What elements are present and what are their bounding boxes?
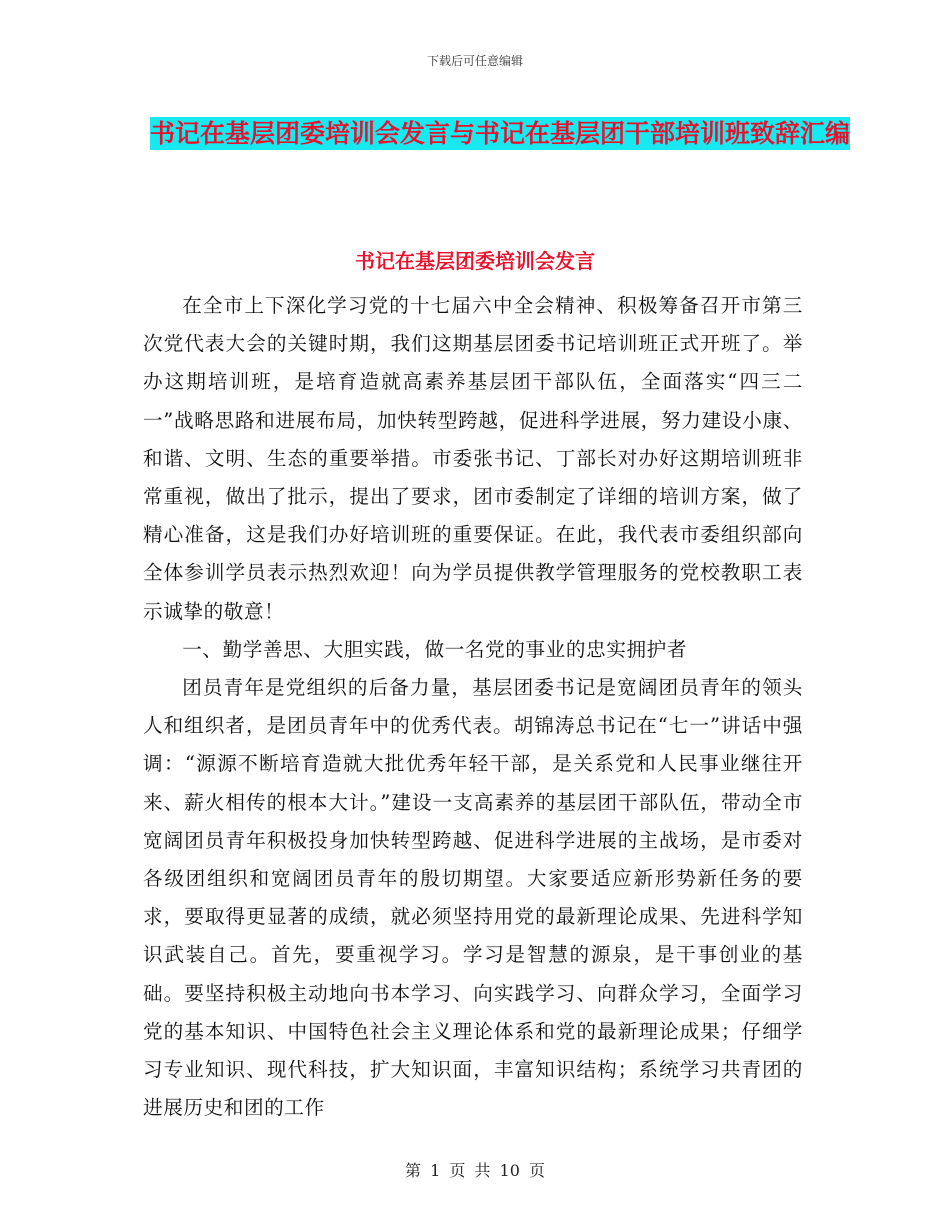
section-title: 书记在基层团委培训会发言 <box>355 249 595 273</box>
paragraph-heading-one: 一、勤学善思、大胆实践，做一名党的事业的忠实拥护者 <box>182 637 688 661</box>
document-title <box>150 108 850 160</box>
page-footer-number: 第 1 页 共 10 页 <box>405 1161 545 1180</box>
page-header-note: 下载后可任意编辑 <box>426 54 523 68</box>
document-body <box>143 287 803 1127</box>
paragraph-youth: 团员青年是党组织的后备力量，基层团委书记是宽阔团员青年的领头人和组织者，是团员青年中的优秀代表。胡锦涛总书记在“七一”讲话中强调：“源源不断培育造就大批优秀年轻干部，是关系党和人民事业继往开来、薪火相传的根本大计。”建设一支高素养的基层团干部队伍，带动全市宽阔团员青年积极投身加快转型跨越、促进科学进展的主战场，是市委对各级团组织和宽阔团员青年的殷切期望。大家要适应新形势新任务的要求，要取得更显著的成绩，就必须坚持用党的最新理论成果、先进科学知识武装自己。首先，要重视学习。学习是智慧的源泉，是干事创业的基础。要坚持积极主动地向书本学习、向实践学习、向群众学习，全面学习党的基本知识、中国特色社会主义理论体系和党的最新理论成果；仔细学习专业知识、现代科技，扩大知识面，丰富知识结构；系统学习共青团的进展历史和团的工作 <box>143 676 803 1120</box>
paragraph-opening: 在全市上下深化学习党的十七届六中全会精神、积极筹备召开市第三次党代表大会的关键时期，我们这期基层团委书记培训班正式开班了。举办这期培训班，是培育造就高素养基层团干部队伍，全面落实“四三二一”战略思路和进展布局，加快转型跨越，促进科学进展，努力建设小康、和谐、文明、生态的重要举措。市委张书记、丁部长对办好这期培训班非常重视，做出了批示，提出了要求，团市委制定了详细的培训方案，做了精心准备，这是我们办好培训班的重要保证。在此，我代表市委组织部向全体参训学员表示热烈欢迎！向为学员提供教学管理服务的党校教职工表示诚挚的敬意！ <box>143 294 803 623</box>
document-title-text: 书记在基层团委培训会发言与书记在基层团干部培训班致辞汇编 <box>150 119 851 148</box>
